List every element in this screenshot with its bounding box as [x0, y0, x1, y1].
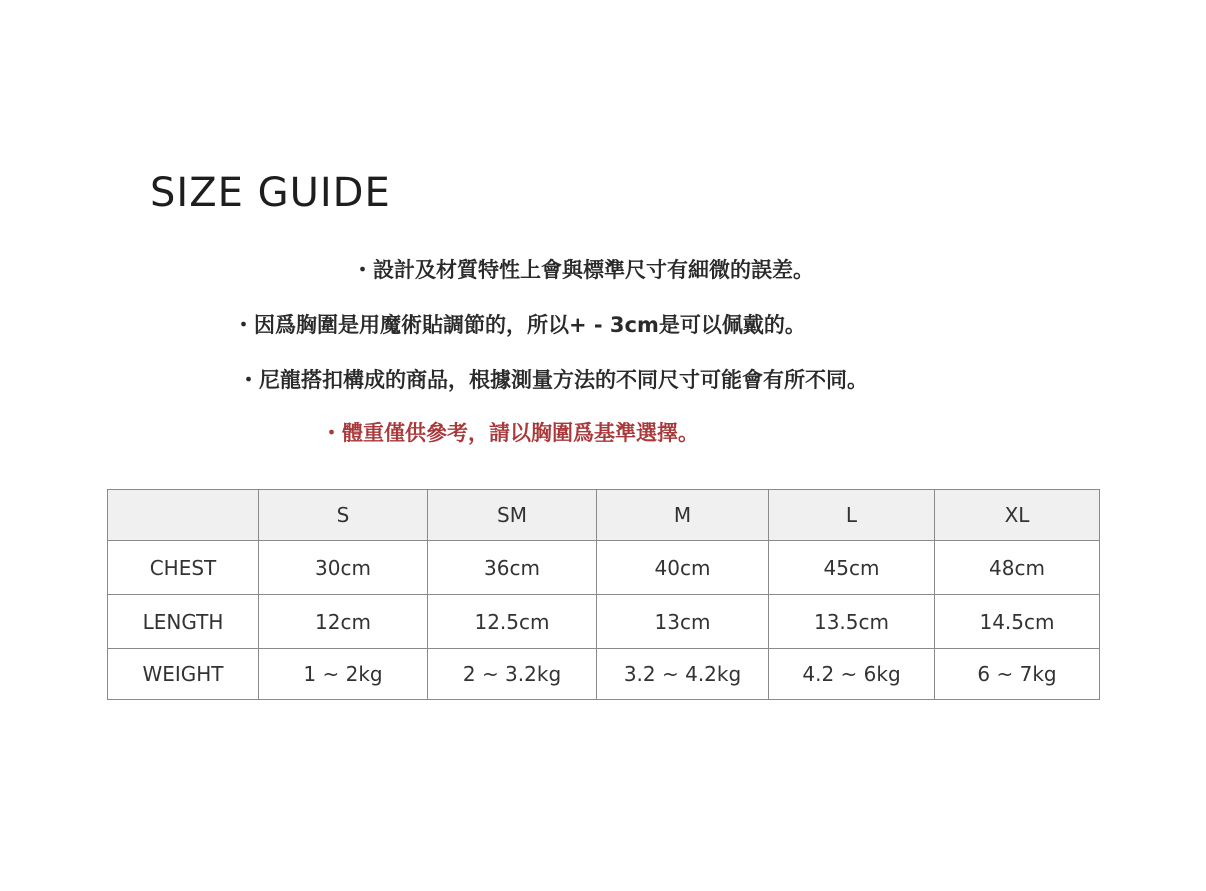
row-label: CHEST — [108, 541, 259, 595]
note-tolerance: ・設計及材質特性上會與標準尺寸有細微的誤差。 — [352, 258, 814, 282]
note-weight-reference: ・體重僅供參考，請以胸圍爲基準選擇。 — [321, 421, 699, 445]
table-row-weight — [108, 649, 1100, 700]
table-cell: 36cm — [428, 541, 597, 595]
table-cell: 30cm — [259, 541, 428, 595]
header-size-sm: SM — [428, 490, 597, 541]
table-header-row — [108, 490, 1100, 541]
row-label: LENGTH — [108, 595, 259, 649]
note-measurement-method: ・尼龍搭扣構成的商品，根據測量方法的不同尺寸可能會有所不同。 — [238, 368, 868, 392]
table-row-chest — [108, 541, 1100, 595]
table-cell: 1 ~ 2kg — [259, 649, 428, 700]
table-row-length — [108, 595, 1100, 649]
table-cell: 12.5cm — [428, 595, 597, 649]
header-corner-cell — [108, 490, 259, 541]
table-cell: 3.2 ~ 4.2kg — [597, 649, 769, 700]
row-label: WEIGHT — [108, 649, 259, 700]
table-cell: 6 ~ 7kg — [935, 649, 1100, 700]
table-cell: 48cm — [935, 541, 1100, 595]
header-size-xl: XL — [935, 490, 1100, 541]
table-cell: 14.5cm — [935, 595, 1100, 649]
header-size-l: L — [769, 490, 935, 541]
table-cell: 4.2 ~ 6kg — [769, 649, 935, 700]
size-table — [107, 489, 1100, 700]
table-cell: 40cm — [597, 541, 769, 595]
table-cell: 45cm — [769, 541, 935, 595]
page-title: SIZE GUIDE — [150, 170, 391, 216]
table-cell: 12cm — [259, 595, 428, 649]
header-size-m: M — [597, 490, 769, 541]
table-cell: 13cm — [597, 595, 769, 649]
table-cell: 2 ~ 3.2kg — [428, 649, 597, 700]
table-cell: 13.5cm — [769, 595, 935, 649]
header-size-s: S — [259, 490, 428, 541]
note-velcro-adjust: ・因爲胸圍是用魔術貼調節的，所以+ - 3cm是可以佩戴的。 — [233, 313, 806, 337]
